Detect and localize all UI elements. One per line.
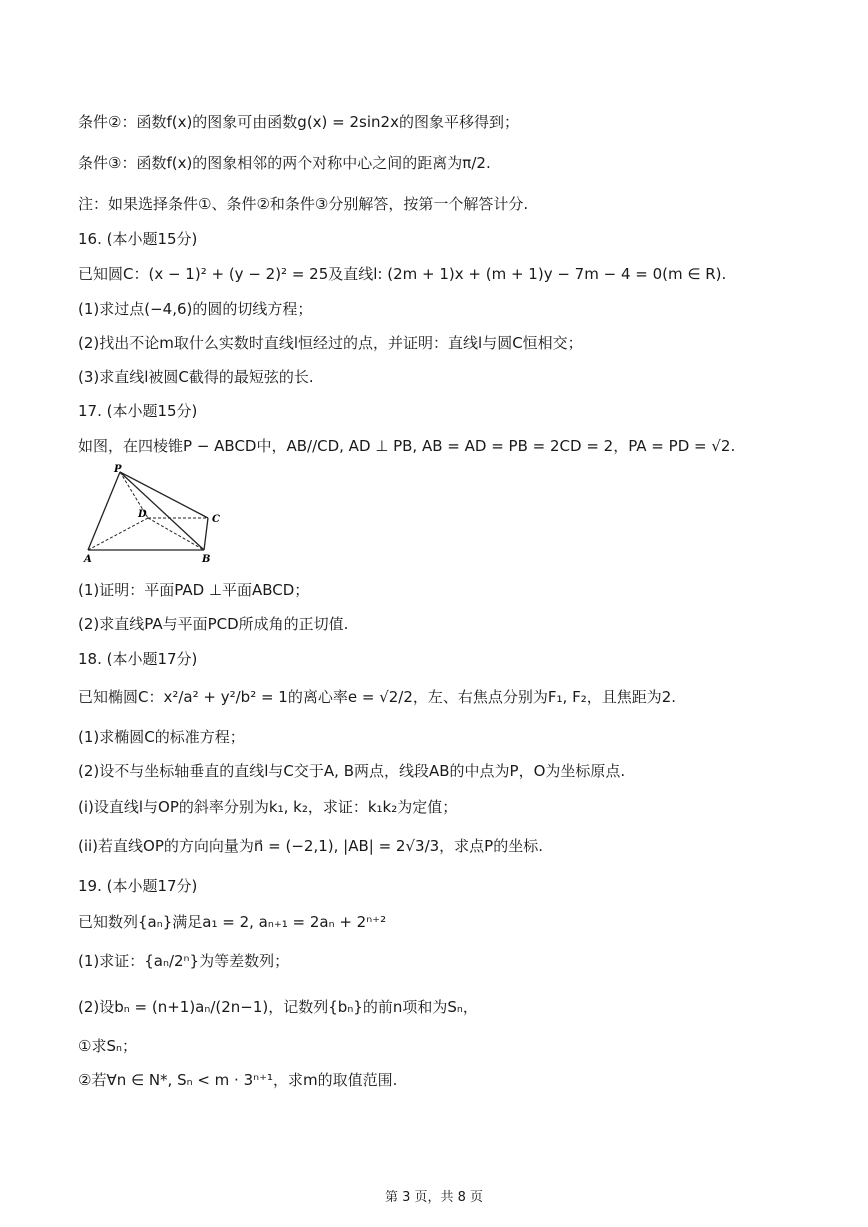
q18-stem: 已知椭圆C：x²/a² + y²/b² = 1的离心率e = √2/2，左、右焦点分别为F₁, F₂，且焦距为2. [78, 688, 677, 706]
label-p: P [114, 464, 122, 475]
q16-part1: (1)求过点(−4,6)的圆的切线方程； [78, 300, 313, 318]
q18-part1: (1)求椭圆C的标准方程； [78, 728, 245, 746]
q19-part2-2: ②若∀n ∈ N*, Sₙ < m · 3ⁿ⁺¹，求m的取值范围. [78, 1071, 398, 1089]
note: 注：如果选择条件①、条件②和条件③分别解答，按第一个解答计分. [78, 195, 529, 213]
label-a: A [84, 554, 92, 565]
condition-3: 条件③：函数f(x)的图象相邻的两个对称中心之间的距离为π/2. [78, 154, 491, 172]
q19-part2-1: ①求Sₙ； [78, 1037, 137, 1055]
q19-heading: 19. (本小题17分) [78, 877, 198, 895]
q16-part2: (2)找出不论m取什么实数时直线l恒经过的点，并证明：直线l与圆C恒相交； [78, 334, 583, 352]
label-b: B [202, 554, 211, 565]
page-footer: 第 3 页，共 8 页 [384, 1190, 484, 1205]
q19-stem: 已知数列{aₙ}满足a₁ = 2, aₙ₊₁ = 2aₙ + 2ⁿ⁺² [78, 913, 387, 931]
pyramid-figure [76, 462, 226, 566]
label-c: C [212, 514, 220, 525]
q16-part3: (3)求直线l被圆C截得的最短弦的长. [78, 368, 314, 386]
q16-heading: 16. (本小题15分) [78, 230, 198, 248]
q18-part2-i: (i)设直线l与OP的斜率分别为k₁, k₂，求证：k₁k₂为定值； [78, 798, 458, 816]
q17-heading: 17. (本小题15分) [78, 402, 198, 420]
q17-part2: (2)求直线PA与平面PCD所成角的正切值. [78, 615, 349, 633]
q18-part2: (2)设不与坐标轴垂直的直线l与C交于A, B两点，线段AB的中点为P，O为坐标原点. [78, 762, 626, 780]
q19-part1: (1)求证：{aₙ/2ⁿ}为等差数列； [78, 952, 290, 970]
condition-2: 条件②：函数f(x)的图象可由函数g(x) = 2sin2x的图象平移得到； [78, 113, 519, 131]
q18-part2-ii: (ii)若直线OP的方向向量为n⃗ = (−2,1), |AB| = 2√3/3，求点P的坐标. [78, 837, 543, 855]
label-d: D [138, 509, 147, 520]
q16-stem: 已知圆C：(x − 1)² + (y − 2)² = 25及直线l: (2m + 1)x + (m + 1)y − 7m − 4 = 0(m ∈ R). [78, 265, 727, 283]
q19-part2: (2)设bₙ = (n+1)aₙ/(2n−1)，记数列{bₙ}的前n项和为Sₙ， [78, 998, 478, 1016]
q18-heading: 18. (本小题17分) [78, 650, 198, 668]
q17-stem: 如图，在四棱锥P − ABCD中，AB//CD, AD ⊥ PB, AB = AD = PB = 2CD = 2，PA = PD = √2. [78, 437, 736, 455]
q17-part1: (1)证明：平面PAD ⊥平面ABCD； [78, 581, 310, 599]
